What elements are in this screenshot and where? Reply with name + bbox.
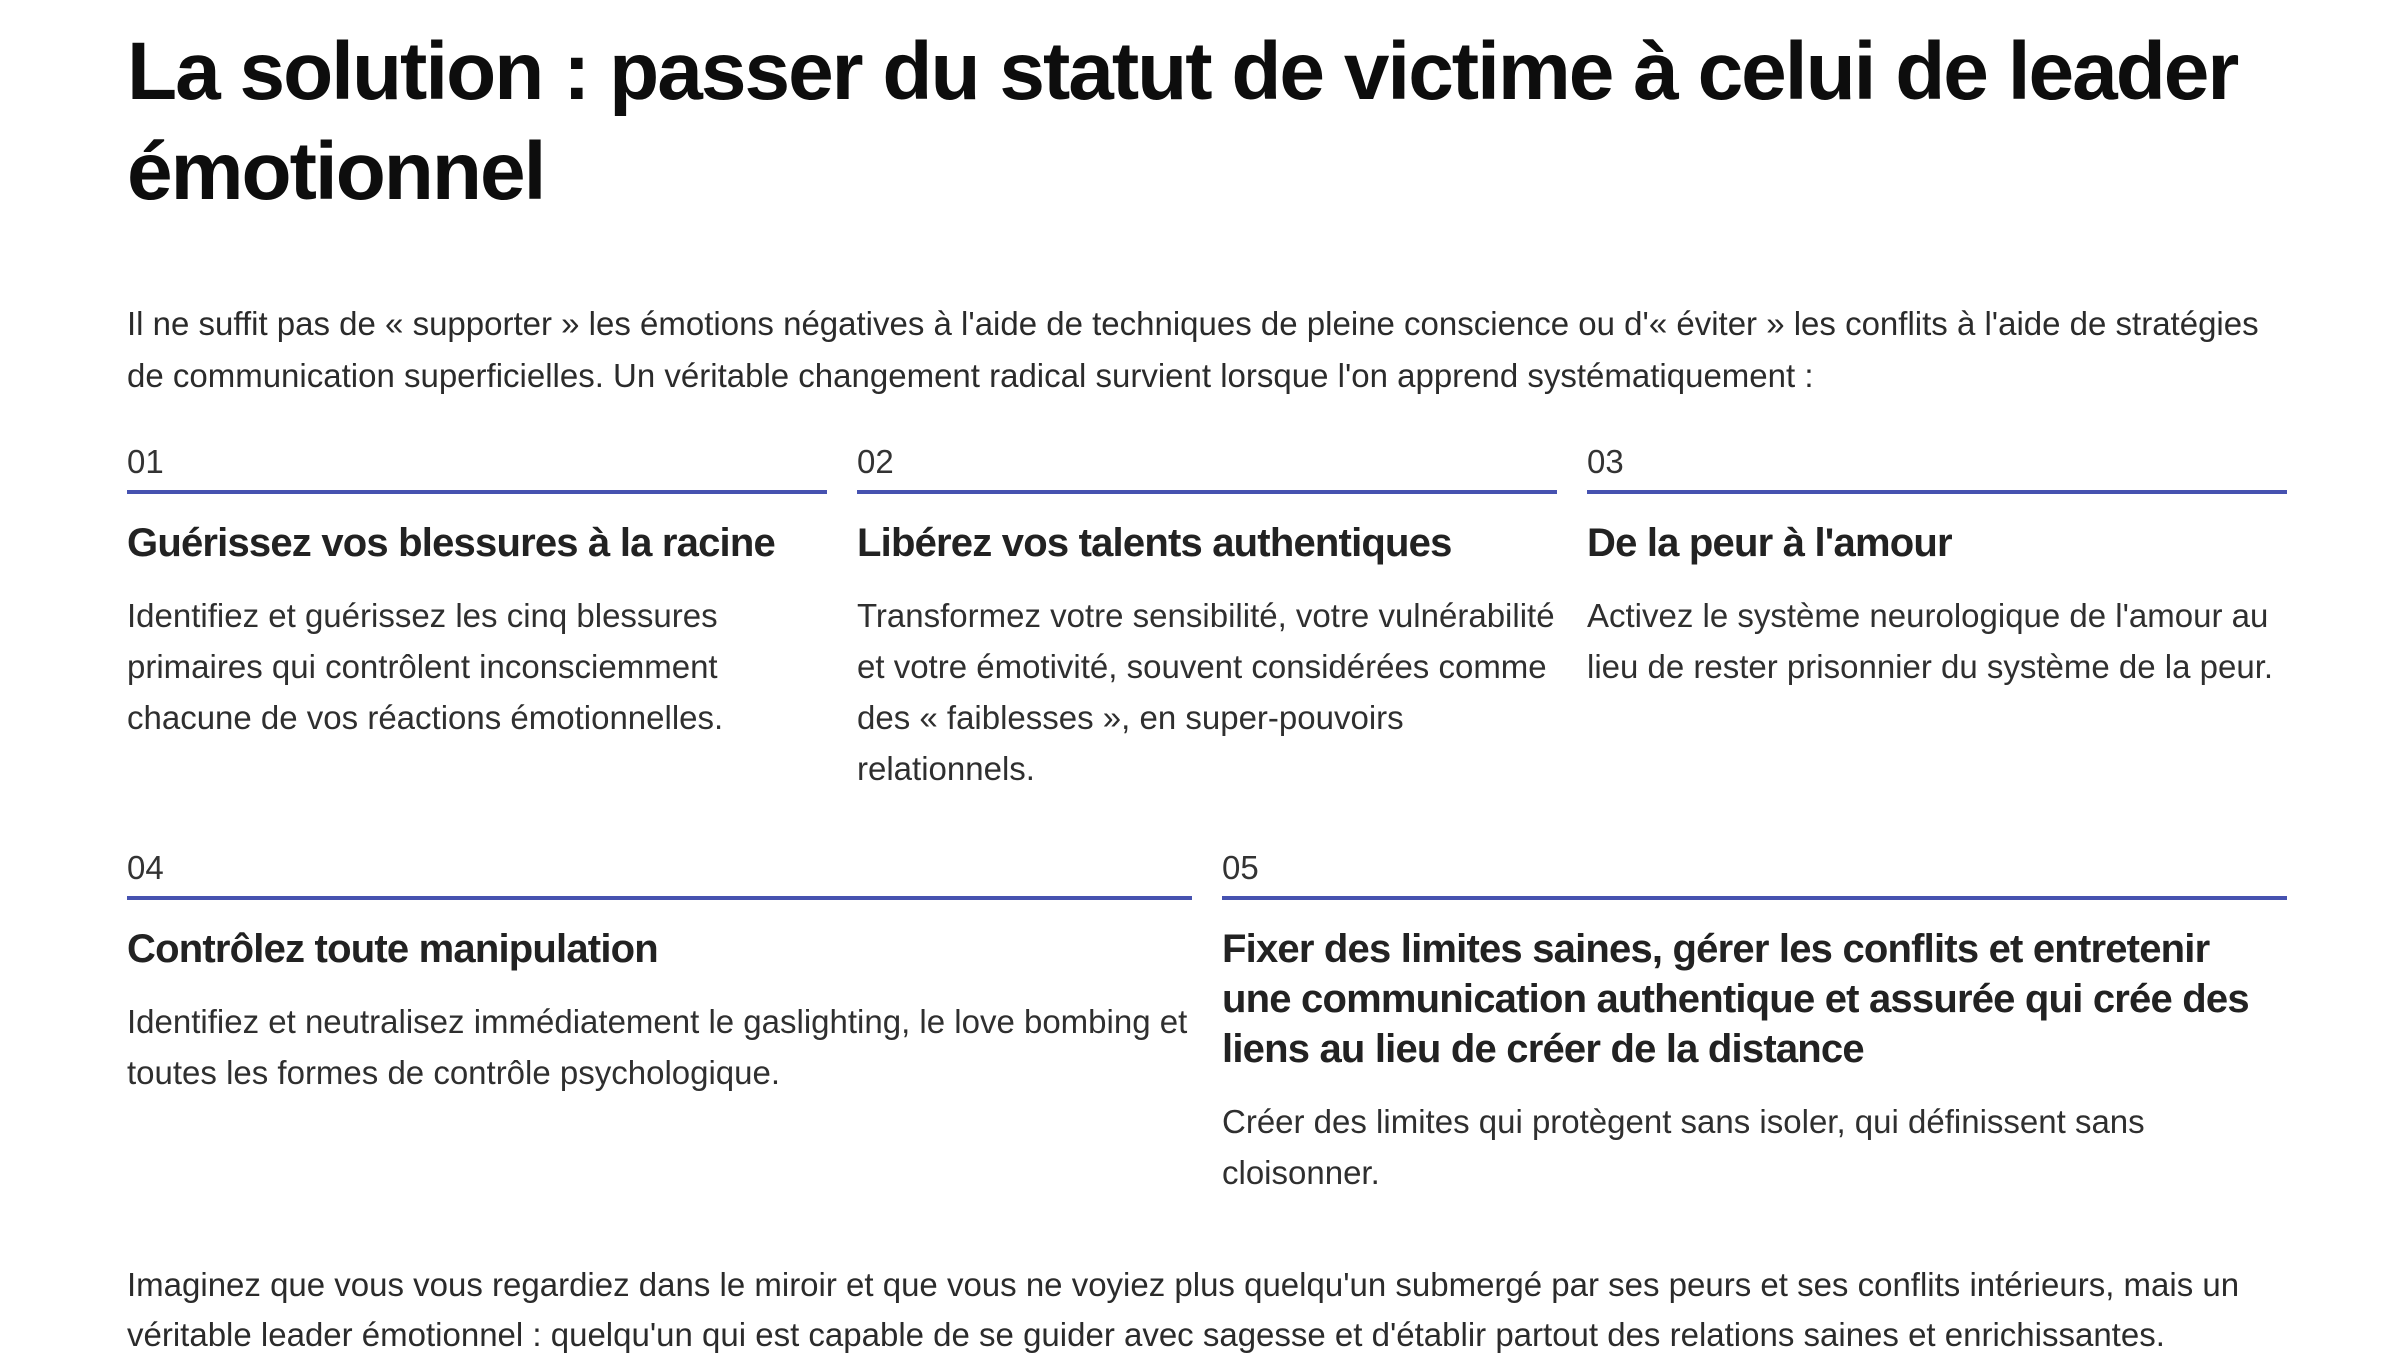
step-number: 03	[1587, 442, 2287, 494]
step-description: Transformez votre sensibilité, votre vulnérabilité et votre émotivité, souvent considérées comme des « faiblesses », en super-pouvoirs relationnels.	[857, 597, 1555, 787]
step-title: Contrôlez toute manipulation	[127, 927, 658, 971]
step-description: Créer des limites qui protègent sans isoler, qui définissent sans cloisonner.	[1222, 1103, 2145, 1191]
page-title: La solution : passer du statut de victime à celui de leader émotionnel	[127, 26, 2238, 217]
step-number: 05	[1222, 848, 2287, 900]
step-title: Guérissez vos blessures à la racine	[127, 521, 775, 565]
step-description: Identifiez et neutralisez immédiatement le gaslighting, le love bombing et toutes les formes de contrôle psychologique.	[127, 1003, 1188, 1091]
step-card-01	[127, 442, 827, 794]
intro-paragraph: Il ne suffit pas de « supporter » les émotions négatives à l'aide de techniques de pleine conscience ou d'« éviter » les conflits à l'aide de stratégies de communication superficielles. Un véritable changement radical survient lorsque l'on apprend systématiquement :	[127, 305, 2259, 394]
step-card-03	[1587, 442, 2287, 794]
step-number: 01	[127, 442, 827, 494]
step-title: Libérez vos talents authentiques	[857, 521, 1452, 565]
step-title: De la peur à l'amour	[1587, 521, 1952, 565]
steps-row-2	[127, 848, 2287, 1198]
steps-row-1	[127, 442, 2287, 794]
step-card-04	[127, 848, 1192, 1198]
step-description: Identifiez et guérissez les cinq blessures primaires qui contrôlent inconsciemment chacune de vos réactions émotionnelles.	[127, 597, 724, 736]
step-number: 04	[127, 848, 1192, 900]
step-description: Activez le système neurologique de l'amour au lieu de rester prisonnier du système de la peur.	[1587, 597, 2274, 685]
outro-paragraph: Imaginez que vous vous regardiez dans le miroir et que vous ne voyiez plus quelqu'un submergé par ses peurs et ses conflits intérieurs, mais un véritable leader émotionnel : quelqu'un qui est capable de se guider avec sagesse et d'établir partout des relations saines et enrichissantes.	[127, 1266, 2240, 1353]
step-number: 02	[857, 442, 1557, 494]
step-card-05	[1222, 848, 2287, 1198]
step-card-02	[857, 442, 1557, 794]
step-title: Fixer des limites saines, gérer les conflits et entretenir une communication authentique et assurée qui crée des liens au lieu de créer de la distance	[1222, 927, 2249, 1071]
